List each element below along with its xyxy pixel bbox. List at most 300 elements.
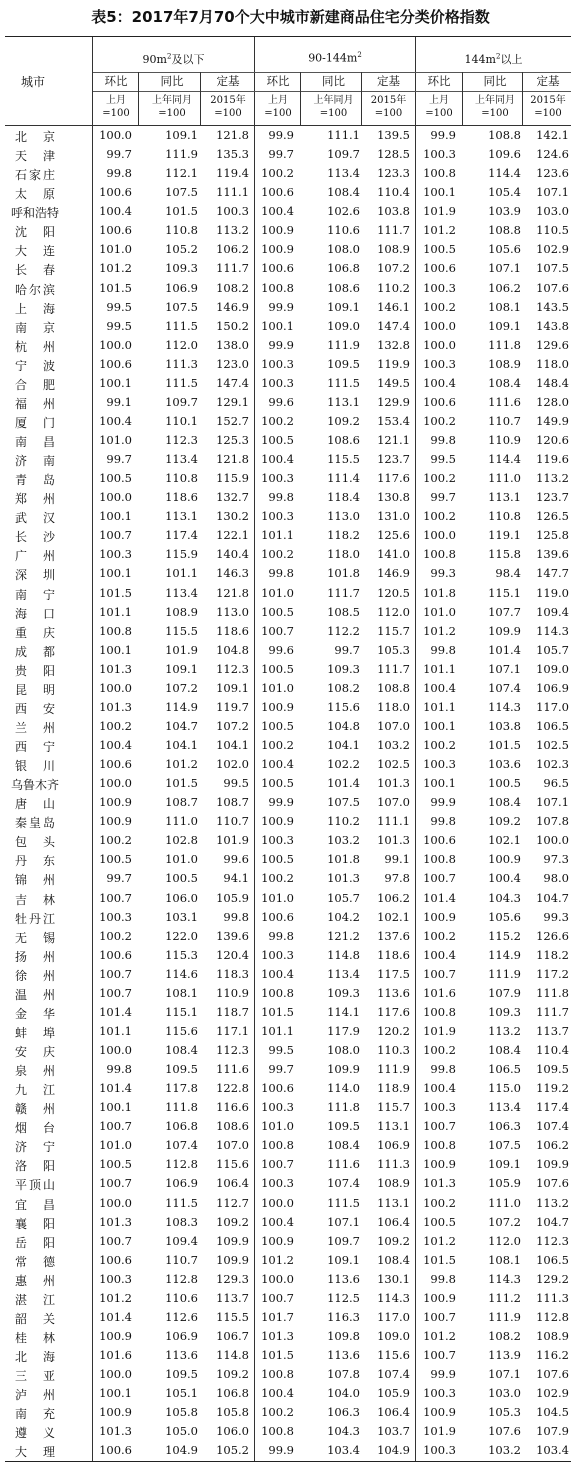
column-header: 定基 [536, 74, 560, 88]
index-value: 114.3 [488, 699, 521, 714]
index-value: 102.0 [216, 757, 249, 772]
index-value: 100.4 [423, 375, 456, 390]
index-value: 100.9 [423, 909, 456, 924]
index-value: 100.0 [99, 776, 132, 791]
index-value: 103.0 [536, 204, 569, 219]
index-value: 128.5 [377, 147, 410, 162]
index-value: 100.7 [99, 1119, 132, 1134]
city-name: 北 海 [15, 1350, 55, 1364]
index-value: 111.1 [327, 128, 360, 142]
city-name: 济 宁 [15, 1140, 55, 1155]
index-value: 108.0 [327, 1043, 360, 1057]
index-value: 112.3 [165, 433, 198, 447]
index-value: 102.1 [488, 833, 521, 848]
index-value: 100.9 [99, 795, 132, 810]
index-value: 132.8 [377, 337, 410, 352]
city-name: 平顶山 [15, 1178, 55, 1193]
index-value: 101.3 [99, 661, 132, 676]
group-header: $90m^2$及以下 [142, 52, 205, 66]
index-value: 99.8 [430, 642, 456, 657]
index-value: 111.3 [377, 1157, 410, 1172]
index-value: 107.1 [536, 185, 569, 200]
index-value: 115.7 [377, 623, 410, 638]
index-value: 100.5 [99, 471, 132, 486]
index-value: 118.4 [327, 490, 360, 505]
index-value: 103.6 [488, 757, 521, 772]
index-value: 100.6 [261, 261, 294, 276]
city-name: 厦 门 [15, 415, 55, 430]
index-value: 101.8 [423, 585, 456, 600]
index-value: 100.3 [423, 1386, 456, 1401]
city-name: 丹 东 [15, 854, 55, 869]
table-row [5, 1346, 571, 1365]
index-value: 100.7 [261, 623, 294, 638]
index-value: 118.6 [216, 623, 249, 638]
city-name: 长 沙 [15, 530, 55, 545]
index-value: 111.5 [327, 375, 360, 390]
index-value: 100.3 [423, 147, 456, 162]
city-name: 包 头 [15, 835, 55, 850]
index-value: 109.2 [216, 1367, 249, 1382]
index-value: 106.7 [216, 1328, 249, 1343]
index-value: 115.6 [216, 1157, 249, 1172]
index-value: 99.8 [430, 433, 456, 447]
index-value: 106.8 [327, 261, 360, 276]
city-name: 西 宁 [15, 740, 55, 754]
index-value: 115.5 [216, 1309, 249, 1324]
index-value: 104.1 [165, 738, 198, 752]
index-value: 149.5 [377, 375, 410, 390]
index-value: 111.9 [377, 1062, 410, 1077]
index-value: 111.9 [165, 147, 198, 162]
index-value: 97.3 [543, 852, 569, 867]
index-value: 100.0 [99, 128, 132, 142]
index-value: 101.8 [327, 852, 360, 867]
table-row [5, 850, 571, 869]
index-value: 113.1 [327, 394, 360, 409]
index-value: 120.2 [377, 1023, 410, 1038]
index-value: 117.8 [165, 1081, 198, 1096]
index-value: 100.3 [261, 471, 294, 486]
index-value: 100.9 [423, 1290, 456, 1305]
index-value: 105.1 [165, 1386, 198, 1401]
index-value: 115.1 [488, 585, 521, 600]
index-value: 104.9 [377, 1443, 410, 1458]
table-row [5, 1251, 571, 1270]
index-value: 117.4 [536, 1100, 569, 1115]
city-name: 武 汉 [15, 511, 55, 526]
index-value: 108.4 [488, 795, 521, 810]
index-value: 100.9 [261, 699, 294, 714]
index-value: 100.3 [261, 1176, 294, 1191]
index-value: 101.3 [377, 833, 410, 848]
index-value: 100.2 [261, 413, 294, 428]
index-value: 98.4 [495, 566, 521, 581]
table-row [5, 869, 571, 888]
index-value: 108.7 [165, 795, 198, 810]
city-name: 重 庆 [15, 625, 55, 640]
index-value: 100.6 [99, 1443, 132, 1458]
index-value: 111.2 [488, 1290, 521, 1305]
index-value: 109.0 [327, 318, 360, 333]
table-row [5, 469, 571, 488]
table-row [5, 1403, 571, 1422]
index-value: 146.3 [216, 566, 249, 581]
column-header: 同比 [483, 74, 507, 88]
index-value: 99.9 [430, 128, 456, 142]
index-value: 101.5 [261, 1348, 294, 1362]
index-value: 100.5 [488, 776, 521, 791]
index-value: 114.3 [488, 1271, 521, 1286]
index-value: 100.3 [423, 1100, 456, 1115]
index-value: 107.2 [165, 680, 198, 695]
index-value: 123.0 [216, 356, 249, 371]
index-value: 104.3 [327, 1424, 360, 1439]
index-value: 102.9 [536, 242, 569, 257]
index-value: 100.3 [99, 909, 132, 924]
index-value: 99.7 [106, 452, 132, 467]
index-value: 106.2 [216, 242, 249, 257]
index-value: 143.5 [536, 299, 569, 314]
index-value: 115.9 [216, 471, 249, 486]
index-value: 108.8 [488, 223, 521, 238]
index-value: 100.5 [261, 852, 294, 867]
index-value: 100.2 [423, 1043, 456, 1057]
index-value: 103.0 [488, 1386, 521, 1401]
city-name: 三 亚 [15, 1369, 55, 1384]
table-row [5, 1174, 571, 1193]
index-value: 114.6 [165, 966, 198, 981]
city-name: 吉 林 [15, 892, 55, 907]
index-value: 140.4 [216, 547, 249, 562]
table-row [5, 564, 571, 583]
index-value: 114.3 [536, 623, 569, 638]
index-value: 108.9 [488, 356, 521, 371]
index-value: 101.2 [423, 1328, 456, 1343]
index-value: 100.4 [261, 204, 294, 219]
index-value: 108.7 [216, 795, 249, 810]
index-value: 129.1 [216, 394, 249, 409]
index-value: 143.8 [536, 318, 569, 333]
index-value: 100.6 [99, 947, 132, 962]
index-value: 107.8 [327, 1367, 360, 1382]
index-value: 111.7 [327, 585, 360, 600]
index-value: 109.4 [536, 604, 569, 619]
index-value: 108.9 [536, 1328, 569, 1343]
index-value: 101.4 [99, 1004, 132, 1019]
table-row [5, 1136, 571, 1155]
index-value: 126.6 [536, 928, 569, 943]
index-value: 100.5 [261, 718, 294, 733]
index-value: 113.2 [536, 1195, 569, 1210]
index-value: 113.2 [488, 1023, 521, 1038]
index-value: 100.5 [261, 433, 294, 447]
index-value: 104.1 [216, 738, 249, 752]
city-name: 兰 州 [15, 720, 55, 735]
index-value: 100.6 [99, 356, 132, 371]
city-name: 徐 州 [15, 968, 55, 983]
index-value: 101.0 [423, 604, 456, 619]
index-value: 111.7 [536, 1004, 569, 1019]
column-base-label: 上月 [268, 95, 288, 106]
index-value: 105.4 [488, 185, 521, 200]
index-value: 109.3 [327, 985, 360, 1000]
table-row [5, 1117, 571, 1136]
city-name: 上 海 [15, 301, 55, 316]
index-value: 109.4 [165, 1233, 198, 1248]
index-value: 108.4 [327, 185, 360, 200]
index-value: 119.0 [536, 585, 569, 600]
table-row [5, 660, 571, 679]
index-value: 101.7 [261, 1309, 294, 1324]
index-value: 100.8 [423, 1138, 456, 1153]
index-value: 110.2 [377, 280, 410, 295]
index-value: 101.3 [327, 871, 360, 886]
index-value: 111.6 [216, 1062, 249, 1077]
index-value: 99.9 [268, 128, 294, 142]
table-row [5, 1422, 571, 1441]
index-value: 109.3 [488, 1004, 521, 1019]
index-value: 101.5 [165, 204, 198, 219]
table-row [5, 793, 571, 812]
index-value: 130.2 [216, 509, 249, 524]
index-value: 117.4 [165, 528, 198, 543]
index-value: 105.8 [165, 1405, 198, 1420]
index-value: 115.6 [165, 1023, 198, 1038]
index-value: 138.0 [216, 337, 249, 352]
index-value: 100.5 [423, 242, 456, 257]
index-value: 118.6 [165, 490, 198, 505]
index-value: 99.5 [268, 1043, 294, 1057]
index-value: 130.1 [377, 1271, 410, 1286]
city-name: 广 州 [15, 549, 55, 564]
index-value: 110.6 [165, 1290, 198, 1305]
index-value: 100.8 [423, 166, 456, 181]
index-value: 106.2 [488, 280, 521, 295]
index-value: 108.8 [488, 128, 521, 142]
index-value: 119.7 [216, 699, 249, 714]
index-value: 115.5 [327, 452, 360, 467]
index-value: 108.4 [377, 1252, 410, 1267]
index-value: 101.0 [261, 585, 294, 600]
index-value: 105.2 [216, 1443, 249, 1458]
index-value: 112.0 [377, 604, 410, 619]
index-value: 104.0 [327, 1386, 360, 1401]
index-value: 108.3 [165, 1214, 198, 1229]
city-name: 西 安 [15, 701, 55, 716]
index-value: 99.5 [223, 776, 249, 791]
column-header: 定基 [377, 74, 400, 88]
index-value: 100.6 [261, 185, 294, 200]
index-value: 106.9 [165, 1328, 198, 1343]
index-value: 113.6 [377, 985, 410, 1000]
index-value: 113.6 [327, 1348, 360, 1362]
city-name: 成 都 [15, 644, 55, 659]
city-name: 南 充 [15, 1407, 55, 1422]
index-value: 121.8 [216, 452, 249, 467]
index-value: 111.0 [488, 1195, 521, 1210]
index-value: 106.4 [377, 1214, 410, 1229]
index-value: 106.3 [327, 1405, 360, 1420]
index-value: 107.0 [377, 795, 410, 810]
column-base-label: 上年同月 [152, 95, 192, 106]
index-value: 108.5 [327, 604, 360, 619]
index-value: 109.9 [488, 623, 521, 638]
index-value: 100.6 [99, 223, 132, 238]
index-value: 107.9 [536, 1424, 569, 1439]
index-value: 100.8 [423, 547, 456, 562]
table-row [5, 355, 571, 374]
table-row [5, 603, 571, 622]
index-value: 123.7 [536, 490, 569, 505]
index-value: 100.6 [99, 1252, 132, 1267]
index-value: 99.7 [106, 871, 132, 886]
index-value: 129.2 [536, 1271, 569, 1286]
table-row [5, 336, 571, 355]
index-value: 100.0 [423, 318, 456, 333]
index-value: 111.0 [165, 814, 198, 829]
index-value: 112.2 [327, 623, 360, 638]
index-value: 100.4 [423, 1081, 456, 1096]
index-value: 108.2 [216, 280, 249, 295]
index-value: 107.1 [488, 1367, 521, 1382]
index-value: 108.6 [216, 1119, 249, 1134]
index-value: 113.6 [327, 1271, 360, 1286]
table-row [5, 1289, 571, 1308]
index-value: 100.3 [261, 356, 294, 371]
index-value: 99.7 [430, 490, 456, 505]
index-value: 100.3 [261, 1100, 294, 1115]
city-name: 杭 州 [15, 339, 55, 354]
index-value: 115.6 [327, 699, 360, 714]
index-value: 106.2 [536, 1138, 569, 1153]
index-value: 106.2 [377, 890, 410, 905]
index-value: 100.3 [261, 833, 294, 848]
index-value: 105.9 [488, 1176, 521, 1191]
index-value: 101.5 [488, 738, 521, 752]
table-header [5, 37, 571, 126]
table-row [5, 1060, 571, 1079]
index-value: 100.7 [261, 1157, 294, 1172]
index-value: 124.6 [536, 147, 569, 162]
index-value: 105.6 [488, 242, 521, 257]
index-value: 106.0 [165, 890, 198, 905]
index-value: 112.6 [165, 1309, 198, 1324]
index-value: 100.9 [261, 814, 294, 829]
city-column-header: 城市 [20, 75, 45, 89]
index-value: 104.7 [536, 1214, 569, 1229]
index-value: 101.4 [99, 1081, 132, 1096]
index-value: 104.8 [327, 718, 360, 733]
index-value: 106.9 [377, 1138, 410, 1153]
index-value: 100.1 [99, 566, 132, 581]
index-value: 100.0 [423, 528, 456, 543]
index-value: 100.4 [261, 1386, 294, 1401]
index-value: 115.2 [488, 928, 521, 943]
index-value: 100.6 [423, 261, 456, 276]
index-value: 101.1 [423, 699, 456, 714]
index-value: 103.4 [327, 1443, 360, 1458]
index-value: 125.3 [216, 433, 249, 447]
index-value: 100.2 [99, 928, 132, 943]
index-value: 109.2 [377, 1233, 410, 1248]
index-value: 112.1 [165, 166, 198, 181]
table-row [5, 1384, 571, 1403]
index-value: 106.9 [536, 680, 569, 695]
index-value: 100.5 [99, 1157, 132, 1172]
index-value: 100.2 [261, 738, 294, 752]
table-row [5, 507, 571, 526]
index-value: 99.6 [268, 642, 294, 657]
index-value: 100.2 [423, 509, 456, 524]
index-value: 100.6 [99, 185, 132, 200]
index-value: 108.9 [165, 604, 198, 619]
index-value: 105.3 [377, 642, 410, 657]
index-value: 139.6 [536, 547, 569, 562]
index-value: 111.7 [216, 261, 249, 276]
index-value: 111.8 [536, 985, 569, 1000]
table-row [5, 412, 571, 431]
index-value: 115.8 [488, 547, 521, 562]
table-row [5, 984, 571, 1003]
index-value: 100.7 [99, 985, 132, 1000]
index-value: 118.0 [327, 547, 360, 562]
index-value: 111.1 [216, 185, 249, 200]
index-value: 113.0 [327, 509, 360, 524]
index-value: 113.1 [377, 1119, 410, 1134]
index-value: 100.4 [261, 966, 294, 981]
index-value: 100.7 [99, 1233, 132, 1248]
index-value: 100.9 [423, 1157, 456, 1172]
table-row [5, 1308, 571, 1327]
index-value: 109.9 [216, 1252, 249, 1267]
index-value: 105.9 [216, 890, 249, 905]
index-value: 100.7 [99, 1176, 132, 1191]
index-value: 100.4 [423, 680, 456, 695]
index-value: 105.2 [165, 242, 198, 257]
index-value: 117.2 [536, 966, 569, 981]
index-value: 100.2 [261, 547, 294, 562]
index-value: 100.0 [261, 1271, 294, 1286]
city-name: 牡丹江 [15, 911, 55, 926]
index-value: 100.8 [261, 1424, 294, 1439]
city-name: 安 庆 [15, 1045, 55, 1059]
index-value: 98.0 [543, 871, 569, 886]
index-value: 141.0 [377, 547, 410, 562]
index-value: 125.6 [377, 528, 410, 543]
index-value: 111.3 [536, 1290, 569, 1305]
index-value: 101.9 [423, 1023, 456, 1038]
index-value: 109.6 [488, 147, 521, 162]
index-value: 135.3 [216, 147, 249, 162]
table-row [5, 259, 571, 278]
table-row [5, 1270, 571, 1289]
index-value: 108.4 [327, 1138, 360, 1153]
index-value: 100.5 [261, 604, 294, 619]
city-name: 郑 州 [15, 492, 55, 507]
index-value: 107.5 [536, 261, 569, 276]
index-value: 107.1 [327, 1214, 360, 1229]
index-value: 109.5 [165, 1062, 198, 1077]
index-value: 109.9 [216, 1233, 249, 1248]
index-value: 99.9 [430, 1367, 456, 1382]
index-value: 112.8 [165, 1271, 198, 1286]
index-value: 101.0 [99, 433, 132, 447]
index-value: 107.4 [488, 680, 521, 695]
city-name: 唐 山 [15, 797, 55, 812]
index-value: 107.5 [327, 795, 360, 810]
index-value: 120.6 [536, 433, 569, 447]
